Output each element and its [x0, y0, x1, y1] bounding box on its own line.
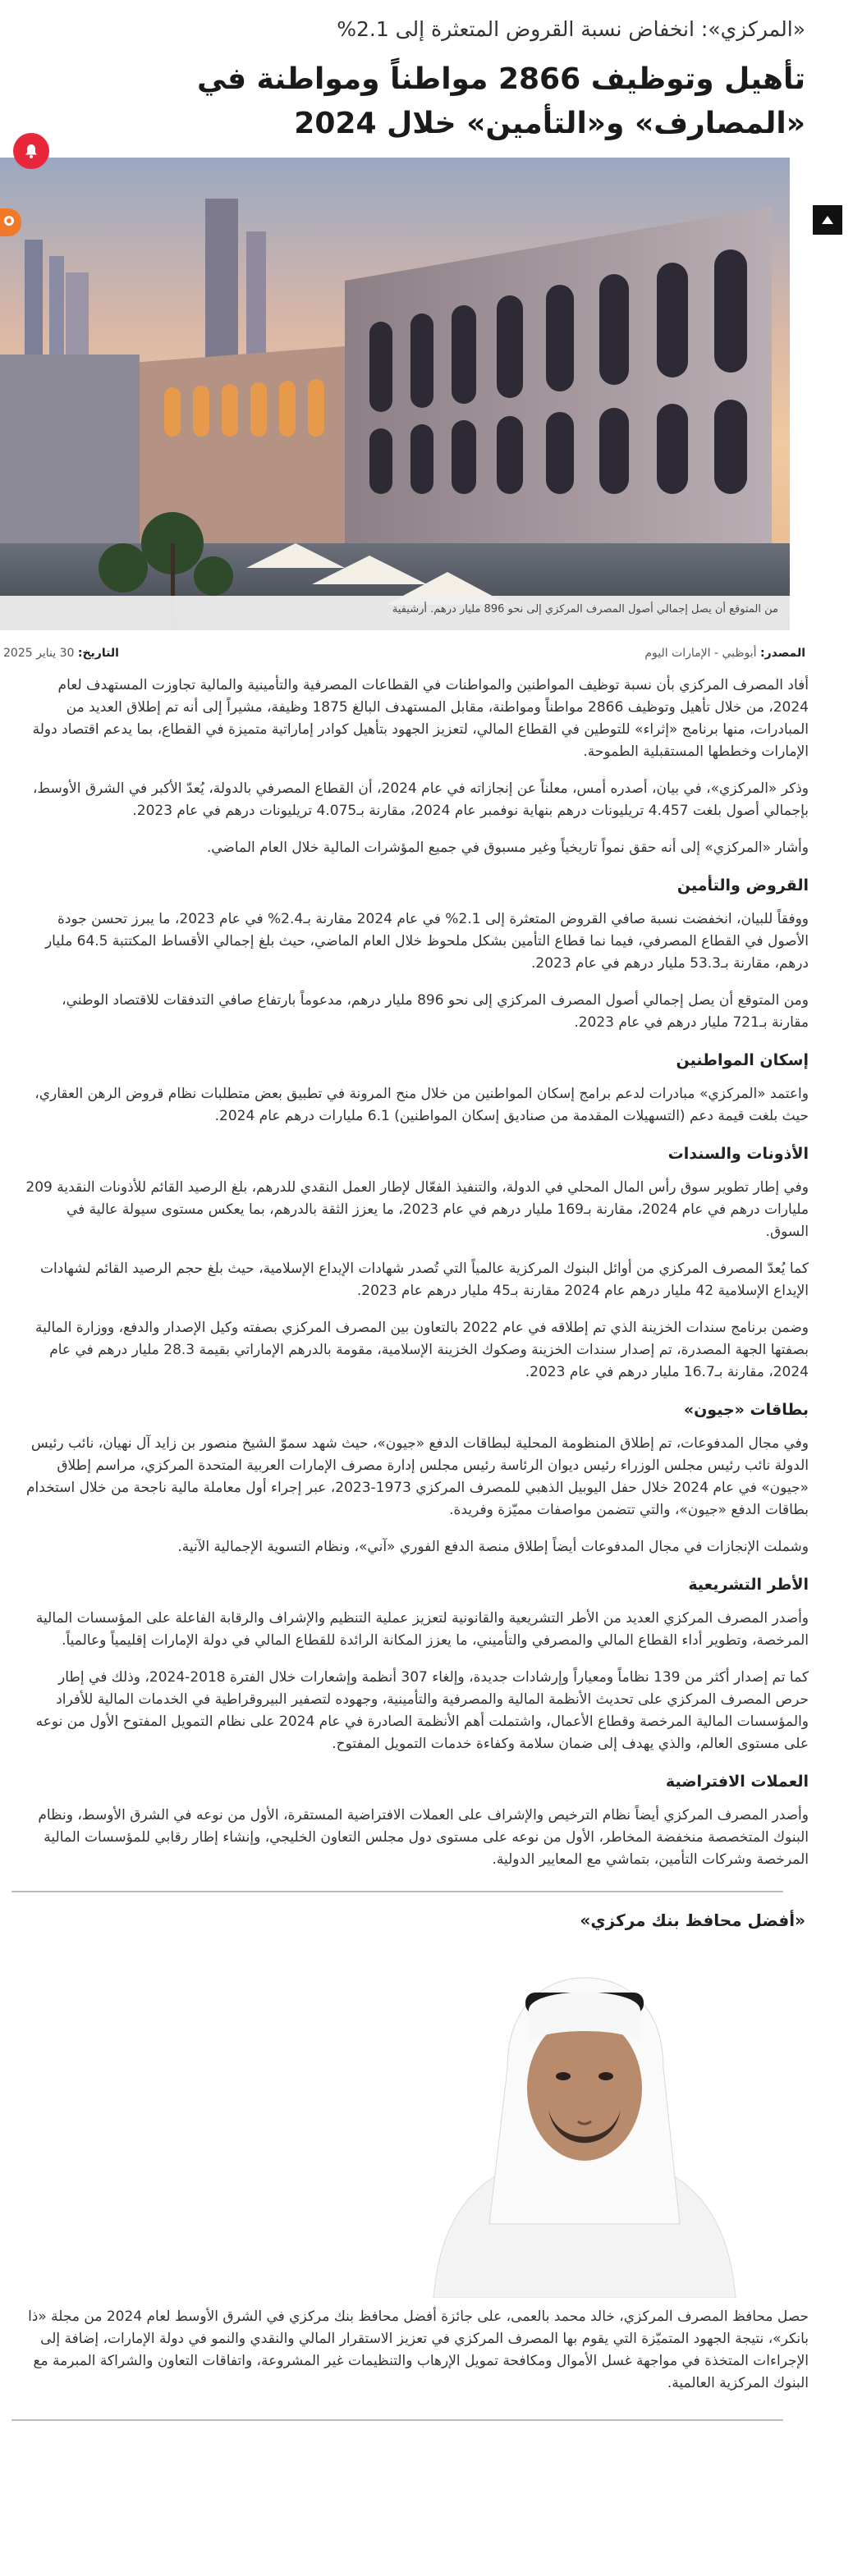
scroll-top-icon: [821, 215, 834, 225]
paragraph: وذكر «المركزي»، في بيان، أصدره أمس، معلناً عن إنجازاته في عام 2024، أن القطاع المصرفي بالدولة، يُعدّ الأكبر في الشرق الأوسط، بإجمالي أصول بلغت 4.457 تريليونات درهم بنهاية نوفمبر عام 2024، مقارنة بـ4.075 تريليونات درهم في عام 2023.: [32, 780, 809, 819]
paragraph: كما يُعدّ المصرف المركزي من أوائل البنوك المركزية عالمياً التي تُصدر شهادات الإيداع الإسلامية، حيث بلغ حجم الرصيد القائم لشهادات الإيداع الإسلامية 42 مليار درهم عام 2024 مقارنة بـ45 مليار درهم عام 2023.: [40, 1261, 809, 1299]
section-divider: [11, 1891, 783, 1892]
article-date: [3, 645, 119, 661]
section-heading: إسكان المواطنين: [676, 1051, 809, 1069]
paragraph: واعتمد «المركزي» مبادرات لدعم برامج إسكان المواطنين من خلال منح المرونة في تطبيق بعض متطلبات نظام قروض الرهن العقاري، حيث بلغت قيمة دعم (التسهيلات المقدمة من صناديق إسكان المواطنين) 6.1 مليارات درهم عام 2024.: [34, 1086, 809, 1124]
section-heading: العملات الافتراضية: [665, 1773, 809, 1791]
hero-image: [0, 158, 790, 630]
date-label: التاريخ:: [77, 647, 119, 660]
paragraph: وأصدر المصرف المركزي أيضاً نظام الترخيص والإشراف على العملات الافتراضية المستقرة، الأول من نوعه في الشرق الأوسط، ونظام البنوك المتخصصة منخفضة المخاطر، الأول من نوعه على مستوى دول مجلس التعاون الخليجي، وإنشاء إطار رقابي للمؤسسات المالية المرخصة وشركات التأمين، بتماشي مع المعايير الدولية.: [38, 1807, 809, 1868]
paragraph: وفي مجال المدفوعات، تم إطلاق المنظومة المحلية لبطاقات الدفع «جيون»، حيث شهد سموّ الشيخ منصور بن زايد آل نهيان، نائب رئيس الدولة نائب رئيس مجلس الوزراء رئيس ديوان الرئاسة رئيس مجلس إدارة مصرف الإمارات العربية المتحدة المركزي، مراسم إطلاق «جيون» في عام 2024 خلال حفل اليوبيل الذهبي للمصرف المركزي 1973-2023، عبر إجراء أول معاملة مالية ناجحة من خلال استخدام بطاقات الدفع «جيون»، والتي تتضمن مواصفات مميّزة وفريدة.: [26, 1435, 809, 1518]
bell-icon: [23, 143, 39, 159]
article-kicker: «المركزي»: انخفاض نسبة القروض المتعثرة إلى 2.1%: [337, 17, 805, 41]
source-label: المصدر:: [760, 647, 805, 660]
paragraph: كما تم إصدار أكثر من 139 نظاماً ومعياراً وإرشادات جديدة، وإلغاء 307 أنظمة وإشعارات خلال الفترة 2018-2024، وذلك في إطار حرص المصرف المركزي على تحديث الأنظمة المالية والمصرفية والتأمينية، وجهوده لتصفير البيروقراطية في الخدمات المالية للأفراد والمؤسسات المالية المرخصة وقطاع الأعمال، واشتملت أهم الأنظمة الصادرة في عام 2024 على نظام التمويل المفتوح الأول من نوعه على مستوى العالم، والذي يهدف إلى ضمان سلامة وكفاءة خدمات التمويل المفتوح.: [35, 1669, 809, 1752]
feature-text: حصل محافظ المصرف المركزي، خالد محمد بالعمى، على جائزة أفضل محافظ بنك مركزي في الشرق الأوسط لعام 2024 من مجلة «ذا بانكر»، نتيجة الجهود المتميّزة التي يقوم بها المصرف المركزي في تعزيز الاستقرار المالي والنقدي والنمو في دولة الإمارات، إضافة إلى الإجراءات المتخذة في مواجهة غسل الأموال ومكافحة تمويل الإرهاب والتنظيمات غير المشروعة، واتفاقات التعاون والشراكة المبرمة مع البنوك المركزية العالمية.: [28, 2308, 809, 2391]
source-value: أبوظبي - الإمارات اليوم: [644, 647, 757, 660]
notification-bell-button[interactable]: [13, 133, 49, 169]
section-heading: الأطر التشريعية: [688, 1576, 809, 1594]
hero-caption: من المتوقع أن يصل إجمالي أصول المصرف المركزي إلى نحو 896 مليار درهم. أرشيفية: [392, 603, 778, 615]
paragraph: وأشار «المركزي» إلى أنه حقق نمواً تاريخياً وغير مسبوق في جميع المؤشرات المالية خلال العام الماضي.: [206, 840, 809, 856]
section-heading: بطاقات «جيون»: [683, 1401, 809, 1419]
article-source: [644, 645, 805, 661]
date-value: 30 يناير 2025: [3, 647, 75, 660]
article-headline: تأهيل وتوظيف 2866 مواطناً ومواطنة في «المصارف» و«التأمين» خلال 2024: [197, 62, 805, 140]
governor-portrait: [384, 1953, 785, 2298]
bottom-divider: [11, 2419, 783, 2421]
paragraph: ومن المتوقع أن يصل إجمالي أصول المصرف المركزي إلى نحو 896 مليار درهم، مدعوماً بارتفاع صافي التدفقات للاقتصاد الوطني، مقارنة بـ721 مليار درهم في عام 2023.: [62, 992, 809, 1031]
paragraph: وضمن برنامج سندات الخزينة الذي تم إطلاقه في عام 2022 بالتعاون بين المصرف المركزي بصفته وكيل الإصدار والدفع، ووزارة المالية بصفتها الجهة المصدرة، تم إصدار سندات الخزينة وصكوك الخزينة الإسلامية، مقومة بالدرهم الإماراتي بقيمة 28.3 مليار درهم في عام 2024، مقارنة بـ16.7 مليار درهم في عام 2023.: [35, 1320, 809, 1380]
article-body: [25, 675, 809, 1886]
section-heading: الأذونات والسندات: [667, 1145, 809, 1163]
hero-caption-bar: [0, 596, 790, 630]
section-heading: القروض والتأمين: [676, 876, 809, 895]
paragraph: وفي إطار تطوير سوق رأس المال المحلي في الدولة، والتنفيذ الفعّال لإطار العمل النقدي للدرهم، بلغ الرصيد القائم للأذونات النقدية 209 مليارات درهم في عام 2024، مقارنة بـ169 مليار درهم في عام 2023، ما يعزز الثقة بالدرهم، بما يعكس مستوى سيولة عالية في السوق.: [25, 1179, 809, 1240]
paragraph: أفاد المصرف المركزي بأن نسبة توظيف المواطنين والمواطنات في القطاعات المصرفية والتأمينية والمالية تجاوزت المستهدف لعام 2024، من خلال تأهيل وتوظيف 2866 مواطناً ومواطنة، مقابل المستهدف البالغ 1875 وظيفة، مشيراً إلى أنه تم إطلاق العديد من المبادرات، منها برنامج «إثراء» للتوطين في القطاع المالي، لتعزيز الجهود بتأهيل كوادر إماراتية متميزة في القطاع، بما يدعم اقتصاد دولة الإمارات وخططها المستقبلية الطموحة.: [32, 677, 809, 760]
scroll-top-button[interactable]: [813, 205, 842, 235]
feature-title: «أفضل محافظ بنك مركزي»: [580, 1910, 805, 1930]
paragraph: وأصدر المصرف المركزي العديد من الأطر التشريعية والقانونية لتعزيز عملية التنظيم والإشراف والرقابة الفاعلة على المؤسسات المالية المرخصة، وتطوير أداء القطاع المالي والمصرفي والتأميني، ما يعزز المكانة الرائدة للقطاع المالي في دولة الإمارات إقليمياً وعالمياً.: [35, 1610, 809, 1649]
paragraph: وشملت الإنجازات في مجال المدفوعات أيضاً إطلاق منصة الدفع الفوري «آني»، ونظام التسوية الإجمالية الآنية.: [177, 1539, 809, 1555]
paragraph: ووفقاً للبيان، انخفضت نسبة صافي القروض المتعثرة إلى 2.1% في عام 2024 مقارنة بـ2.4% في عام 2023، ما يبرز تحسن جودة الأصول في القطاع المصرفي، فيما نما قطاع التأمين بشكل ملحوظ خلال العام الماضي، حيث بلغ إجمالي الأقساط المكتتبة 64.5 مليار درهم، مقارنة بـ53.3 مليار درهم في عام 2023.: [44, 911, 809, 972]
